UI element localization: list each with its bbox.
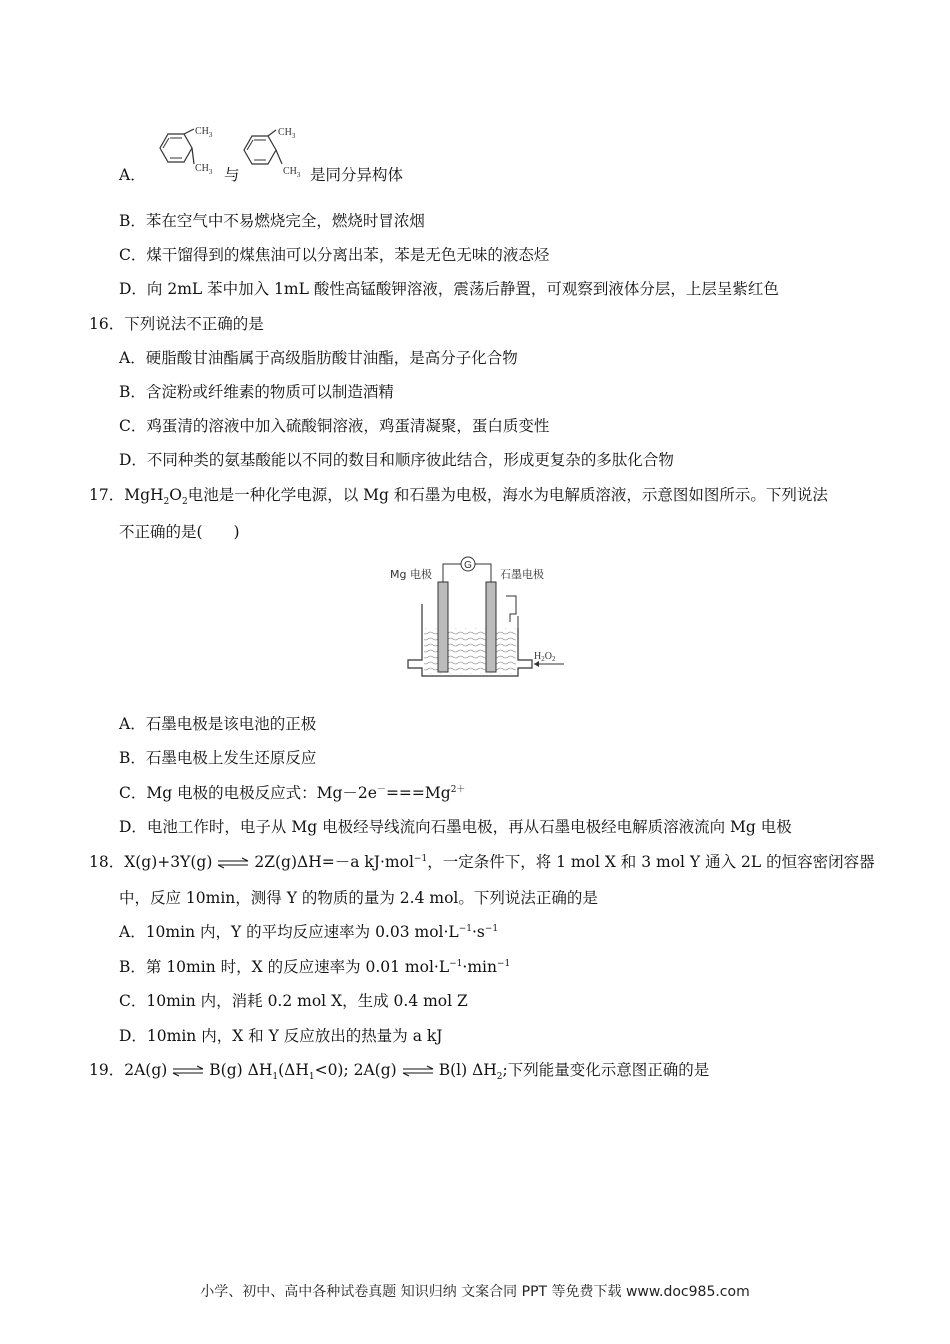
q16-stem: 16．下列说法不正确的是 <box>89 315 264 333</box>
galvanometer-label: G <box>464 560 472 571</box>
mg-electrode <box>438 582 448 672</box>
q15-option-b: B．苯在空气中不易燃烧完全，燃烧时冒浓烟 <box>119 212 425 230</box>
q17-stem: 17．$MgH_2O_2$电池是一种化学电源，以 Mg 和石墨为电极，海水为电解质溶液，示意图如图所示。下列说法 <box>89 486 828 508</box>
battery-diagram <box>388 552 568 680</box>
equilibrium-arrow-icon <box>401 1065 435 1077</box>
methyl-label: $CH_3$ <box>195 126 213 139</box>
q16-option-a: A．硬脂酸甘油酯属于高级脂肪酸甘油酯，是高分子化合物 <box>119 349 518 367</box>
q15-option-a-label: A． <box>119 166 146 184</box>
methyl-label: $CH_3$ <box>195 163 213 176</box>
q18-option-a: A．10min 内，Y 的平均反应速率为 0.03 $mol\cdot L^{-1}\cdot s^{-1}$ <box>119 923 499 941</box>
h2o2-inlet-label: $H_2O_2$ <box>534 651 556 663</box>
methyl-label: $CH_3$ <box>278 127 296 140</box>
q18-stem-line2: 中，反应 10min，测得 Y 的物质的量为 2.4 mol。下列说法正确的是 <box>119 889 598 907</box>
q15-option-a-text: 是同分异构体 <box>310 166 404 184</box>
q17-stem-line2: 不正确的是( ) <box>119 523 240 541</box>
q15-option-a-connector: 与 <box>224 166 240 184</box>
q16-option-b: B．含淀粉或纤维素的物质可以制造酒精 <box>119 383 394 401</box>
equilibrium-arrow-icon <box>171 1065 205 1077</box>
q16-option-d: D．不同种类的氨基酸能以不同的数目和顺序彼此结合，形成更复杂的多肽化合物 <box>119 451 674 469</box>
q16-option-c: C．鸡蛋清的溶液中加入硫酸铜溶液，鸡蛋清凝聚，蛋白质变性 <box>119 417 550 435</box>
q17-option-c: C．Mg 电极的电极反应式：$Mg-2e^-===Mg^{2+}$ <box>119 784 466 802</box>
q18-option-d: D．10min 内，X 和 Y 反应放出的热量为 a kJ <box>119 1027 443 1045</box>
q15-option-d: D．向 2mL 苯中加入 1mL 酸性高锰酸钾溶液，震荡后静置，可观察到液体分层，上层呈紫红色 <box>119 280 779 298</box>
q17-option-d: D．电池工作时，电子从 Mg 电极经导线流向石墨电极，再从石墨电极经电解质溶液流向 Mg 电极 <box>119 818 792 836</box>
wire-right <box>475 564 491 582</box>
q15-option-c: C．煤干馏得到的煤焦油可以分离出苯，苯是无色无味的液态烃 <box>119 246 550 264</box>
wire-left <box>443 564 461 582</box>
q17-option-a: A．石墨电极是该电池的正极 <box>119 715 317 733</box>
mg-electrode-label: Mg 电极 <box>390 568 432 581</box>
q18-option-b: B．第 10min 时，X 的反应速率为 0.01 $mol\cdot L^{-1}\cdot\min^{-1}$ <box>119 958 511 976</box>
equilibrium-arrow-icon <box>216 857 250 869</box>
q17-option-b: B．石墨电极上发生还原反应 <box>119 749 317 767</box>
q18-stem: 18．X(g)+3Y(g) 2Z(g)ΔH=－a kJ·mol$^{-1}$，一定条件下，将 1 mol X 和 3 mol Y 通入 2L 的恒容密闭容器 <box>89 853 875 871</box>
container-outlet <box>506 596 516 622</box>
q18-option-c: C．10min 内，消耗 0.2 mol X，生成 0.4 mol Z <box>119 992 468 1010</box>
ortho-xylene-structure-1 <box>148 124 226 182</box>
ortho-xylene-structure-2 <box>238 124 316 182</box>
q19-stem: 19．2A(g) B(g) $\Delta H_1(\Delta H_1<0)$; 2A(g) B(l) $\Delta H_2$;下列能量变化示意图正确的是 <box>89 1061 710 1083</box>
graphite-electrode <box>486 582 496 672</box>
page-footer: 小学、初中、高中各种试卷真题 知识归纳 文案合同 PPT 等免费下载 www.doc985.com <box>200 1284 750 1300</box>
graphite-electrode-label: 石墨电极 <box>500 568 544 581</box>
methyl-label: $CH_3$ <box>283 166 301 179</box>
